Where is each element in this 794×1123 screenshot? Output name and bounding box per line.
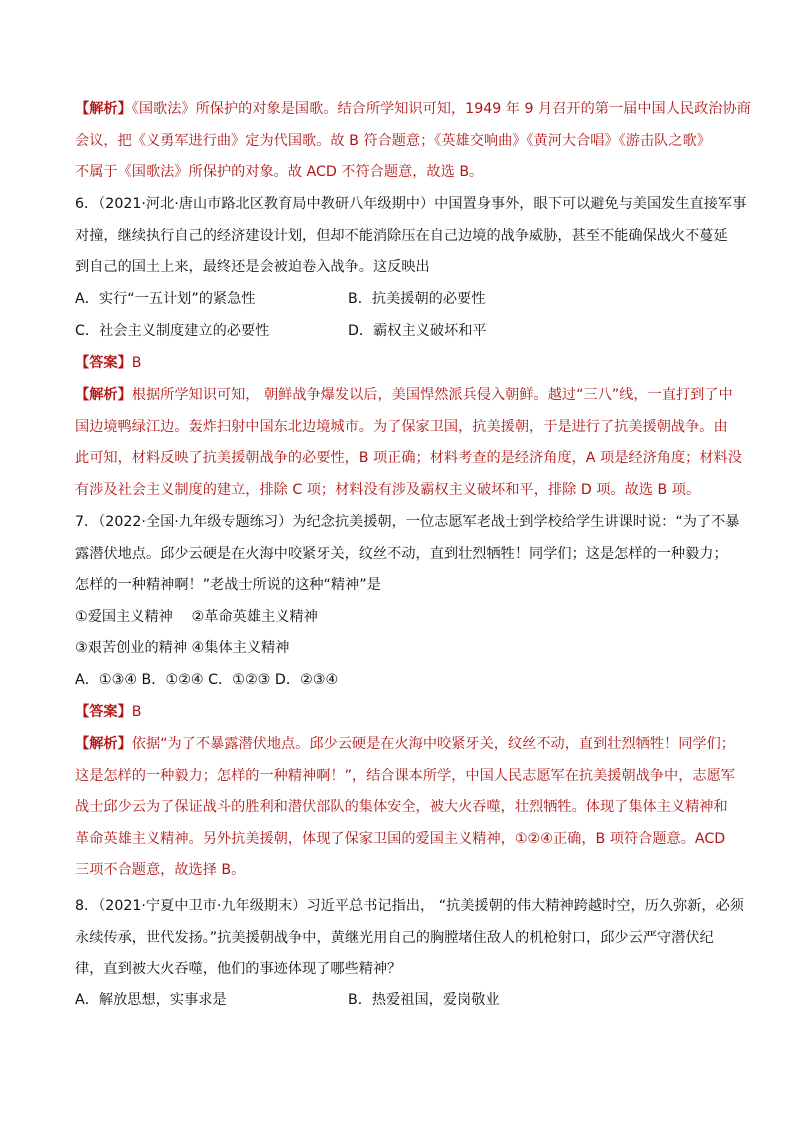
q5-analysis-line-1: 【解析】《国歌法》所保护的对象是国歌。结合所学知识可知，1949 年 9 月召开的第一届中国人民政治协商 xyxy=(75,101,751,117)
q6-analysis: 【解析】根据所学知识可知， 朝鲜战争爆发以后，美国悍然派兵侵入朝鲜。越过“三八”线，一直打到了中 国边境鸭绿江边。轰炸扫射中国东北边境城市。为了保家卫国，抗美援朝，于是进行了抗美援朝战争。由 此可知，材料反映了抗美援朝战争的必要性，B 项正确；材料考查的是经济角度，A 项是经济角度；材料没 有涉及社会主义制度的建立，排除 C 项；材料没有涉及霸权主义破坏和平，排除 D 项。故选 B 项。 xyxy=(75,380,725,506)
q8-stem-line-3: 律，直到被大火吞噬，他们的事迹体现了哪些精神？ xyxy=(75,961,402,977)
analysis-tag: 【解析】 xyxy=(75,387,132,403)
q6-analysis-line-3: 此可知，材料反映了抗美援朝战争的必要性，B 项正确；材料考查的是经济角度，A 项是经济角度；材料没 xyxy=(75,450,742,466)
q7-stem-line-1: 7．（2022·全国·九年级专题练习）为纪念抗美援朝，一位志愿军老战士到学校给学生讲课时说：“为了不暴 xyxy=(75,514,740,530)
q5-analysis-line-2: 会议，把《义勇军进行曲》定为代国歌。故 B 符合题意；《英雄交响曲》《黄河大合唱》《游击队之歌》 xyxy=(75,132,711,149)
q6-analysis-line-4: 有涉及社会主义制度的建立，排除 C 项；材料没有涉及霸权主义破坏和平，排除 D 项。故选 B 项。 xyxy=(75,481,701,498)
q7-analysis-line-3: 战士邱少云为了保证战斗的胜利和潜伏部队的集体安全，被大火吞噬，壮烈牺牲。体现了集体主义精神和 xyxy=(75,799,728,815)
q7-stem xyxy=(75,507,740,696)
answer-value: B xyxy=(131,704,142,720)
q7-items-row-1: ①爱国主义精神 ②革命英雄主义精神 xyxy=(75,608,318,625)
q7-answer xyxy=(75,697,725,729)
q8-stem-line-2: 永续传承，世代发扬。”抗美援朝战争中，黄继光用自己的胸膛堵住敌人的机枪射口，邱少云严守潜伏纪 xyxy=(75,929,714,946)
q7-analysis-line-4: 革命英雄主义精神。另外抗美援朝，体现了保家卫国的爱国主义精神，①②④正确，B 项符合题意。ACD xyxy=(75,830,726,847)
q6-stem xyxy=(75,189,747,284)
analysis-tag: 【解析】 xyxy=(75,736,132,752)
answer-tag: 【答案】 xyxy=(75,355,132,371)
q6-stem-line-2: 对撞，继续执行自己的经济建设计划，但却不能消除压在自己边境的战争威胁，甚至不能确保战火不蔓延 xyxy=(75,227,728,244)
q6-option-a[interactable]: A．实行“一五计划”的紧急性 xyxy=(75,291,256,307)
q6-stem-line-1: 6．（2021·河北·唐山市路北区教育局中教研八年级期中）中国置身事外，眼下可以避免与美国发生直接军事 xyxy=(75,196,747,212)
q6-option-d[interactable]: D．霸权主义破坏和平 xyxy=(348,323,487,339)
q6-answer xyxy=(75,348,725,380)
answer-tag: 【答案】 xyxy=(75,704,132,720)
q7-analysis-line-2: 这是怎样的一种毅力；怎样的一种精神啊！”，结合课本所学，中国人民志愿军在抗美援朝战争中，志愿军 xyxy=(75,767,735,784)
q6-analysis-line-2: 国边境鸭绿江边。轰炸扫射中国东北边境城市。为了保家卫国，抗美援朝，于是进行了抗美援朝战争。由 xyxy=(75,418,728,435)
q7-analysis: 【解析】依据“为了不暴露潜伏地点。邱少云硬是在火海中咬紧牙关，纹丝不动，直到壮烈牺牲！同学们； 这是怎样的一种毅力；怎样的一种精神啊！”，结合课本所学，中国人民志愿军在抗美援朝战争中，志愿军 战士邱少云为了保证战斗的胜利和潜伏部队的集体安全，被大火吞噬，壮烈牺牲。体现了集体主义精神和 革命英雄主义精神。另外抗美援朝，体现了保家卫国的爱国主义精神，①②④正确，B 项符合题意。ACD 三项不合题意，故选择 B。 xyxy=(75,729,725,887)
answer-value: B xyxy=(131,355,142,371)
q6-option-c[interactable]: C．社会主义制度建立的必要性 xyxy=(75,323,270,339)
analysis-tag: 【解析】 xyxy=(75,101,132,117)
q6-options-row-2 xyxy=(75,316,725,348)
q7-stem-line-2: 露潜伏地点。邱少云硬是在火海中咬紧牙关，纹丝不动，直到壮烈牺牲！同学们；这是怎样的一种毅力； xyxy=(75,545,728,562)
q7-analysis-line-5: 三项不合题意，故选择 B。 xyxy=(75,862,246,878)
q8-stem-line-1: 8．（2021·宁夏中卫市·九年级期末）习近平总书记指出， “抗美援朝的伟大精神跨越时空，历久弥新，必须 xyxy=(75,898,744,914)
q8-options-row-1 xyxy=(75,985,725,1017)
q7-options[interactable]: A．①③④ B．①②④ C．①②③ D．②③④ xyxy=(75,671,339,688)
q6-stem-line-3: 到自己的国土上来，最终还是会被迫卷入战争。这反映出 xyxy=(75,259,430,275)
q8-option-b[interactable]: B．热爱祖国，爱岗敬业 xyxy=(348,992,500,1008)
q8-option-a[interactable]: A．解放思想，实事求是 xyxy=(75,992,227,1008)
q7-stem-line-3: 怎样的一种精神啊！”老战士所说的这种“精神”是 xyxy=(75,577,381,593)
q5-analysis xyxy=(75,94,751,189)
q6-option-b[interactable]: B．抗美援朝的必要性 xyxy=(348,291,486,307)
q7-items-row-2: ③艰苦创业的精神 ④集体主义精神 xyxy=(75,640,290,656)
q6-options-row-1 xyxy=(75,284,725,316)
q5-analysis-line-3: 不属于《国歌法》所保护的对象。故 ACD 不符合题意，故选 B。 xyxy=(75,164,484,180)
q8-stem xyxy=(75,891,744,986)
